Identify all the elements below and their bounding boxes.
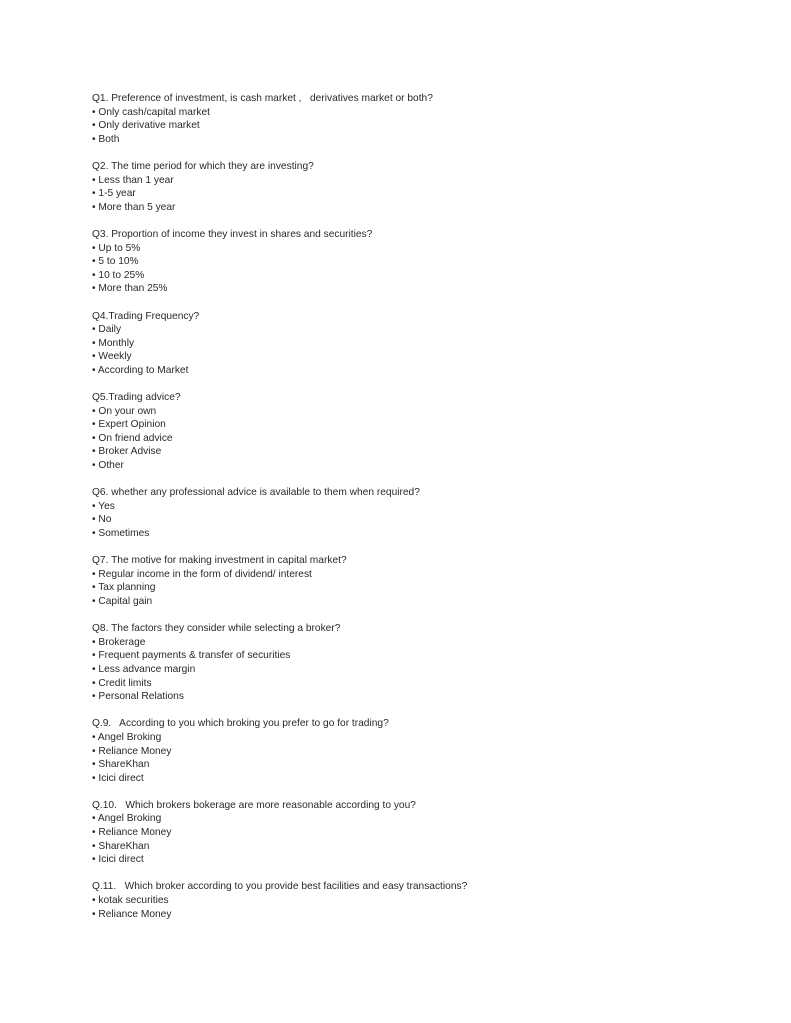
answer-option: • ShareKhan bbox=[92, 840, 150, 852]
answer-option: • Other bbox=[92, 460, 124, 472]
question-block bbox=[92, 486, 752, 540]
question-text: Q1. Preference of investment, is cash market , derivatives market or both? bbox=[92, 93, 433, 104]
question-block bbox=[92, 160, 752, 214]
answer-option: • Yes bbox=[92, 500, 115, 512]
answer-option: • 1-5 year bbox=[92, 188, 136, 200]
question-text: Q6. whether any professional advice is available to them when required? bbox=[92, 487, 420, 499]
answer-option: • Less than 1 year bbox=[92, 174, 174, 186]
answer-option: • 10 to 25% bbox=[92, 269, 145, 281]
answer-option: • Less advance margin bbox=[92, 663, 196, 675]
question-text: Q.11. Which broker according to you provide best facilities and easy transactions? bbox=[92, 881, 468, 893]
question-text: Q4.Trading Frequency? bbox=[92, 310, 200, 322]
answer-option: • Only derivative market bbox=[92, 120, 200, 132]
question-block bbox=[92, 880, 752, 921]
question-text: Q.9. According to you which broking you prefer to go for trading? bbox=[92, 718, 389, 730]
answer-option: • Capital gain bbox=[92, 595, 153, 607]
question-block bbox=[92, 92, 752, 146]
answer-option: • Expert Opinion bbox=[92, 419, 166, 431]
answer-option: • Daily bbox=[92, 324, 122, 336]
answer-option: • Angel Broking bbox=[92, 731, 162, 743]
answer-option: • Weekly bbox=[92, 351, 132, 363]
question-text: Q8. The factors they consider while selecting a broker? bbox=[92, 623, 341, 635]
answer-option: • 5 to 10% bbox=[92, 256, 139, 268]
answer-option: • Icici direct bbox=[92, 772, 144, 784]
question-block bbox=[92, 622, 752, 704]
question-block bbox=[92, 799, 752, 867]
answer-option: • Credit limits bbox=[92, 677, 152, 689]
question-block bbox=[92, 717, 752, 785]
answer-option: • ShareKhan bbox=[92, 759, 150, 771]
questionnaire-document bbox=[92, 92, 752, 935]
answer-option: • No bbox=[92, 514, 112, 526]
answer-option: • Tax planning bbox=[92, 582, 156, 594]
answer-option: • Reliance Money bbox=[92, 827, 172, 839]
answer-option: • Frequent payments & transfer of securities bbox=[92, 650, 291, 662]
answer-option: • Monthly bbox=[92, 337, 135, 349]
answer-option: • Reliance Money bbox=[92, 908, 172, 920]
question-text: Q7. The motive for making investment in capital market? bbox=[92, 555, 347, 567]
answer-option: • kotak securities bbox=[92, 895, 169, 907]
question-block bbox=[92, 554, 752, 608]
question-text: Q3. Proportion of income they invest in shares and securities? bbox=[92, 228, 373, 240]
question-block bbox=[92, 310, 752, 378]
answer-option: • On your own bbox=[92, 405, 157, 417]
answer-option: • More than 25% bbox=[92, 283, 168, 295]
question-text: Q2. The time period for which they are investing? bbox=[92, 160, 314, 172]
question-block bbox=[92, 228, 752, 296]
answer-option: • Regular income in the form of dividend/ interest bbox=[92, 568, 312, 580]
answer-option: • Sometimes bbox=[92, 528, 150, 539]
answer-option: • Up to 5% bbox=[92, 242, 141, 254]
answer-option: • Only cash/capital market bbox=[92, 106, 210, 118]
answer-option: • More than 5 year bbox=[92, 201, 176, 213]
answer-option: • Personal Relations bbox=[92, 691, 184, 703]
question-block bbox=[92, 391, 752, 473]
answer-option: • On friend advice bbox=[92, 432, 173, 444]
answer-option: • Reliance Money bbox=[92, 745, 172, 757]
answer-option: • Angel Broking bbox=[92, 813, 162, 825]
answer-option: • Brokerage bbox=[92, 636, 146, 648]
question-text: Q5.Trading advice? bbox=[92, 392, 181, 404]
question-text: Q.10. Which brokers bokerage are more reasonable according to you? bbox=[92, 799, 416, 811]
answer-option: • According to Market bbox=[92, 364, 189, 376]
answer-option: • Broker Advise bbox=[92, 446, 162, 458]
answer-option: • Icici direct bbox=[92, 854, 144, 866]
answer-option: • Both bbox=[92, 133, 120, 145]
